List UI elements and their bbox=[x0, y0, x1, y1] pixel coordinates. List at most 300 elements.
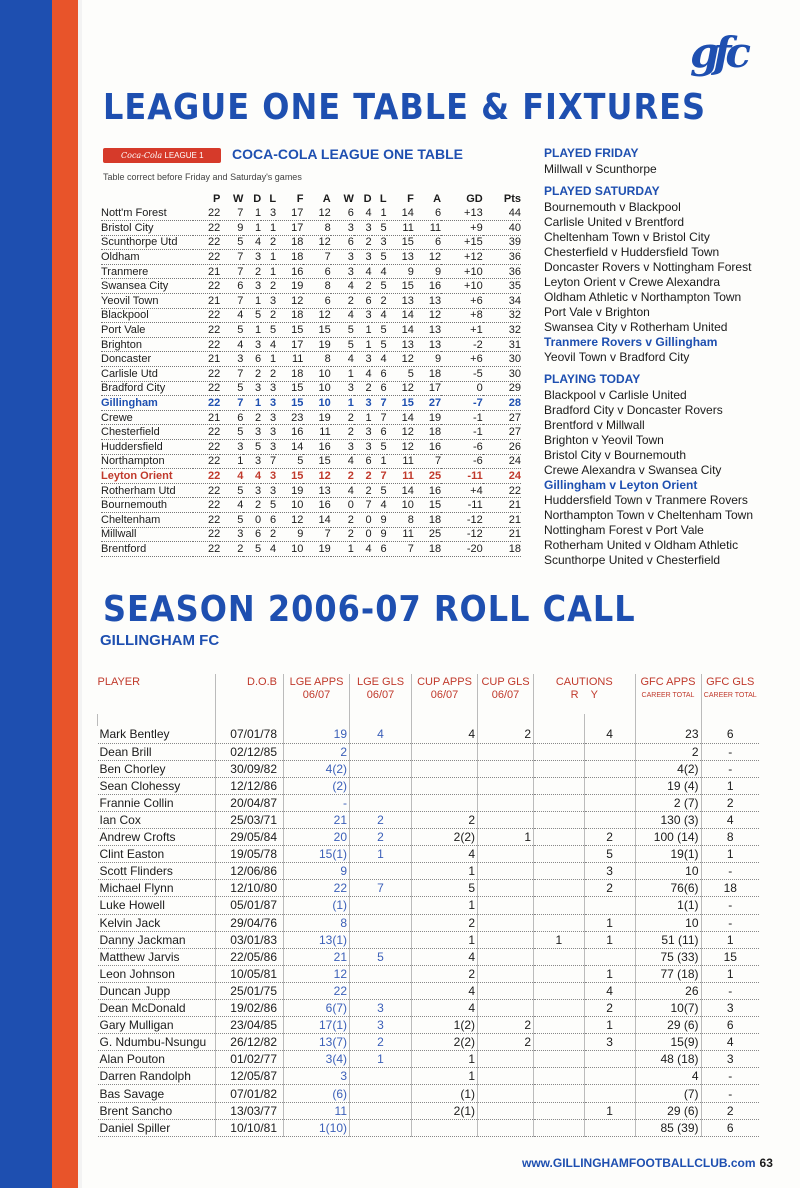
player-r: 1 bbox=[534, 931, 585, 948]
league-cell: 18 bbox=[414, 512, 441, 527]
league-cell: -11 bbox=[441, 498, 483, 513]
player-r bbox=[534, 1051, 585, 1068]
league-cell: 4 bbox=[354, 206, 372, 221]
league-cell: 5 bbox=[372, 279, 387, 294]
league-cell: 1 bbox=[243, 206, 261, 221]
team-name: Leyton Orient bbox=[101, 469, 193, 484]
league-cell: 36 bbox=[483, 264, 521, 279]
league-cell: 22 bbox=[193, 308, 220, 323]
roll-call-title: SEASON 2006-07 ROLL CALL bbox=[103, 588, 636, 630]
league-cell: 22 bbox=[193, 440, 220, 455]
player-y: 1 bbox=[584, 965, 635, 982]
league-cell: 3 bbox=[354, 250, 372, 265]
league-cell: 0 bbox=[243, 512, 261, 527]
fixture-heading: PLAYING TODAY bbox=[544, 372, 641, 386]
league-cell: 5 bbox=[261, 323, 276, 338]
league-cell: 13 bbox=[387, 337, 414, 352]
fixture-item: Bournemouth v Blackpool bbox=[544, 200, 681, 214]
player-r bbox=[534, 811, 585, 828]
player-n: Duncan Jupp bbox=[98, 982, 216, 999]
fixture-heading: PLAYED SATURDAY bbox=[544, 184, 660, 198]
league-cell: 5 bbox=[372, 323, 387, 338]
league-cell: 15 bbox=[303, 454, 330, 469]
player-la: 22 bbox=[284, 982, 350, 999]
league-cell: 18 bbox=[276, 250, 303, 265]
player-cg: 2 bbox=[478, 1034, 534, 1051]
player-gg: 6 bbox=[701, 1119, 759, 1136]
player-d: 13/03/77 bbox=[216, 1102, 284, 1119]
league-cell: 4 bbox=[331, 352, 354, 367]
player-n: Michael Flynn bbox=[98, 880, 216, 897]
player-n: Frannie Collin bbox=[98, 794, 216, 811]
player-r bbox=[534, 829, 585, 846]
league-cell: 22 bbox=[193, 337, 220, 352]
league-cell: 11 bbox=[387, 454, 414, 469]
league-cell: 14 bbox=[276, 440, 303, 455]
league-cell: 6 bbox=[331, 206, 354, 221]
player-ga: 51 (11) bbox=[635, 931, 701, 948]
league-cell: 21 bbox=[193, 294, 220, 309]
team-name: Port Vale bbox=[101, 323, 193, 338]
league-cell: 4 bbox=[261, 337, 276, 352]
league-cell: +15 bbox=[441, 235, 483, 250]
spacer-cell bbox=[216, 714, 284, 726]
fixture-item: Nottingham Forest v Port Vale bbox=[544, 523, 704, 537]
player-d: 03/01/83 bbox=[216, 931, 284, 948]
league-cell: 3 bbox=[243, 250, 261, 265]
league-cell: 15 bbox=[276, 323, 303, 338]
league-cell: 3 bbox=[331, 381, 354, 396]
league-cell: 4 bbox=[372, 308, 387, 323]
player-d: 07/01/78 bbox=[216, 726, 284, 743]
league-row bbox=[101, 469, 521, 484]
player-ga: 15(9) bbox=[635, 1034, 701, 1051]
league-cell: 3 bbox=[243, 381, 261, 396]
league-cell: 11 bbox=[414, 221, 441, 236]
player-lg bbox=[350, 1085, 412, 1102]
league-cell: +6 bbox=[441, 352, 483, 367]
player-la: 4(2) bbox=[284, 760, 350, 777]
team-name: Tranmere bbox=[101, 264, 193, 279]
league-cell: 2 bbox=[331, 469, 354, 484]
league-cell: 19 bbox=[303, 542, 330, 557]
player-row bbox=[98, 897, 760, 914]
player-cg bbox=[478, 1085, 534, 1102]
league-cell: 22 bbox=[193, 527, 220, 542]
league-cell: 14 bbox=[387, 308, 414, 323]
fixture-item: Leyton Orient v Crewe Alexandra bbox=[544, 275, 721, 289]
league-cell: 35 bbox=[483, 279, 521, 294]
league-cell: 3 bbox=[354, 440, 372, 455]
roll-call-table bbox=[97, 674, 759, 1137]
league-cell: 6 bbox=[220, 410, 243, 425]
league-cell: 5 bbox=[243, 308, 261, 323]
league-col-header: A bbox=[322, 192, 331, 205]
player-n: Sean Clohessy bbox=[98, 777, 216, 794]
player-lg: 3 bbox=[350, 1017, 412, 1034]
player-ca: 2(2) bbox=[412, 1034, 478, 1051]
player-d: 25/01/75 bbox=[216, 982, 284, 999]
player-la: 8 bbox=[284, 914, 350, 931]
league-cell: 3 bbox=[331, 250, 354, 265]
league-cell: 27 bbox=[483, 425, 521, 440]
league-cell: 10 bbox=[303, 396, 330, 411]
league-cell: 1 bbox=[261, 250, 276, 265]
league-row bbox=[101, 337, 521, 352]
league-cell: 3 bbox=[261, 396, 276, 411]
player-r bbox=[534, 897, 585, 914]
player-gg: 6 bbox=[701, 1017, 759, 1034]
player-row bbox=[98, 811, 760, 828]
player-r bbox=[534, 1000, 585, 1017]
spacer-cell bbox=[478, 714, 534, 726]
league-row bbox=[101, 527, 521, 542]
player-cg bbox=[478, 1119, 534, 1136]
roll-spacer-row bbox=[98, 714, 760, 726]
league-cell: 8 bbox=[303, 221, 330, 236]
player-gg: - bbox=[701, 743, 759, 760]
player-gg: 1 bbox=[701, 846, 759, 863]
player-la: 22 bbox=[284, 880, 350, 897]
league-cell: 23 bbox=[276, 410, 303, 425]
player-y bbox=[584, 1119, 635, 1136]
player-cg bbox=[478, 794, 534, 811]
player-la: 1(10) bbox=[284, 1119, 350, 1136]
player-lg: 2 bbox=[350, 811, 412, 828]
player-ga: 130 (3) bbox=[635, 811, 701, 828]
player-row bbox=[98, 965, 760, 982]
player-ca: 2(1) bbox=[412, 1102, 478, 1119]
league-row bbox=[101, 294, 521, 309]
league-col-header: L bbox=[269, 192, 277, 205]
league-cell: 22 bbox=[193, 512, 220, 527]
player-r bbox=[534, 726, 585, 743]
league-cell: 7 bbox=[220, 250, 243, 265]
league-cell: 3 bbox=[261, 483, 276, 498]
league-row bbox=[101, 440, 521, 455]
player-y bbox=[584, 1085, 635, 1102]
league-row bbox=[101, 498, 521, 513]
team-name: Bournemouth bbox=[101, 498, 193, 513]
league-cell: 6 bbox=[261, 512, 276, 527]
league-cell: 26 bbox=[483, 440, 521, 455]
league-cell: -1 bbox=[441, 410, 483, 425]
league-cell: 4 bbox=[243, 235, 261, 250]
cup-apps-header: CUP APPS 06/07 bbox=[412, 674, 478, 714]
league-cell: 36 bbox=[483, 250, 521, 265]
player-la: 17(1) bbox=[284, 1017, 350, 1034]
player-r bbox=[534, 880, 585, 897]
player-lg bbox=[350, 760, 412, 777]
player-d: 12/10/80 bbox=[216, 880, 284, 897]
player-ca: 2 bbox=[412, 914, 478, 931]
league-cell: 3 bbox=[243, 337, 261, 352]
player-y bbox=[584, 897, 635, 914]
player-r bbox=[534, 760, 585, 777]
player-cg: 2 bbox=[478, 1017, 534, 1034]
league-cell: 30 bbox=[483, 367, 521, 382]
player-la: 6(7) bbox=[284, 1000, 350, 1017]
league-cell: 11 bbox=[387, 527, 414, 542]
player-lg bbox=[350, 794, 412, 811]
league-cell: 3 bbox=[354, 221, 372, 236]
league-cell: 22 bbox=[193, 425, 220, 440]
player-cg bbox=[478, 1102, 534, 1119]
league-cell: 22 bbox=[193, 250, 220, 265]
team-name: Blackpool bbox=[101, 308, 193, 323]
league-cell: 5 bbox=[331, 323, 354, 338]
spacer-cell bbox=[412, 714, 478, 726]
lge-apps-header: LGE APPS 06/07 bbox=[284, 674, 350, 714]
league-cell: -1 bbox=[441, 425, 483, 440]
league-cell: 11 bbox=[387, 221, 414, 236]
player-d: 07/01/82 bbox=[216, 1085, 284, 1102]
league-cell: 3 bbox=[261, 381, 276, 396]
player-r bbox=[534, 1102, 585, 1119]
league-cell: 5 bbox=[220, 235, 243, 250]
player-row bbox=[98, 794, 760, 811]
league-cell: 24 bbox=[483, 469, 521, 484]
player-cg bbox=[478, 880, 534, 897]
spacer-cell bbox=[284, 714, 350, 726]
footer-url[interactable]: www.GILLINGHAMFOOTBALLCLUB.com bbox=[522, 1156, 756, 1170]
league-cell: 1 bbox=[220, 454, 243, 469]
league-row bbox=[101, 308, 521, 323]
league-cell: 2 bbox=[261, 235, 276, 250]
player-ga: (7) bbox=[635, 1085, 701, 1102]
player-row bbox=[98, 863, 760, 880]
fixture-item: Bristol City v Bournemouth bbox=[544, 448, 687, 462]
player-r bbox=[534, 1068, 585, 1085]
fixture-section bbox=[544, 372, 784, 568]
league-cell: 6 bbox=[414, 206, 441, 221]
player-d: 26/12/82 bbox=[216, 1034, 284, 1051]
player-ga: 76(6) bbox=[635, 880, 701, 897]
player-n: Clint Easton bbox=[98, 846, 216, 863]
league-cell: 17 bbox=[414, 381, 441, 396]
league-cell: 6 bbox=[372, 542, 387, 557]
team-name: Rotherham Utd bbox=[101, 483, 193, 498]
league-cell: 16 bbox=[303, 440, 330, 455]
player-lg bbox=[350, 982, 412, 999]
league-cell: -12 bbox=[441, 512, 483, 527]
player-ga: 77 (18) bbox=[635, 965, 701, 982]
league-cell: 1 bbox=[372, 454, 387, 469]
player-gg: - bbox=[701, 760, 759, 777]
league-cell: 21 bbox=[483, 498, 521, 513]
player-cg bbox=[478, 1051, 534, 1068]
roll-header-row bbox=[98, 674, 760, 714]
gfc-gls-header: GFC GLS CAREER TOTAL bbox=[701, 674, 759, 714]
fixture-item: Chesterfield v Huddersfield Town bbox=[544, 245, 720, 259]
league-cell: 1 bbox=[354, 337, 372, 352]
league-cell: 9 bbox=[387, 264, 414, 279]
player-ga: 19 (4) bbox=[635, 777, 701, 794]
league-cell: 3 bbox=[220, 352, 243, 367]
league-cell: 14 bbox=[303, 512, 330, 527]
league-cell: 39 bbox=[483, 235, 521, 250]
player-n: Mark Bentley bbox=[98, 726, 216, 743]
fixture-heading: PLAYED FRIDAY bbox=[544, 146, 639, 160]
league-cell: 3 bbox=[354, 352, 372, 367]
league-cell: 13 bbox=[414, 323, 441, 338]
player-d: 05/01/87 bbox=[216, 897, 284, 914]
league-cell: -2 bbox=[441, 337, 483, 352]
league-cell: 15 bbox=[276, 469, 303, 484]
league-cell: 0 bbox=[354, 527, 372, 542]
league-cell: 2 bbox=[331, 425, 354, 440]
league-cell: -5 bbox=[441, 367, 483, 382]
league-cell: 7 bbox=[220, 264, 243, 279]
player-ca: 1 bbox=[412, 931, 478, 948]
fixture-item: Blackpool v Carlisle United bbox=[544, 388, 687, 402]
league-cell: 6 bbox=[354, 454, 372, 469]
team-name: Doncaster bbox=[101, 352, 193, 367]
player-ga: 4 bbox=[635, 1068, 701, 1085]
league-cell: 17 bbox=[276, 221, 303, 236]
league-cell: 10 bbox=[276, 498, 303, 513]
player-la: 12 bbox=[284, 965, 350, 982]
league-cell: 22 bbox=[193, 279, 220, 294]
league-header-row bbox=[101, 191, 521, 206]
league-cell: 9 bbox=[372, 512, 387, 527]
player-row bbox=[98, 1102, 760, 1119]
player-cg bbox=[478, 1068, 534, 1085]
league-cell: +10 bbox=[441, 279, 483, 294]
league-cell: 5 bbox=[220, 323, 243, 338]
player-row bbox=[98, 948, 760, 965]
player-y bbox=[584, 743, 635, 760]
league-row bbox=[101, 381, 521, 396]
player-n: Dean Brill bbox=[98, 743, 216, 760]
league-cell: 9 bbox=[372, 527, 387, 542]
league-cell: 4 bbox=[372, 498, 387, 513]
league-cell: 5 bbox=[372, 337, 387, 352]
league-cell: 3 bbox=[243, 454, 261, 469]
league-cell: 6 bbox=[414, 235, 441, 250]
player-lg: 2 bbox=[350, 829, 412, 846]
player-lg: 7 bbox=[350, 880, 412, 897]
league-cell: 15 bbox=[276, 381, 303, 396]
fixture-item: Scunthorpe United v Chesterfield bbox=[544, 553, 721, 567]
league-cell: 16 bbox=[414, 279, 441, 294]
player-ca: 1 bbox=[412, 863, 478, 880]
player-la: 9 bbox=[284, 863, 350, 880]
league-cell: 2 bbox=[331, 294, 354, 309]
league-cell: 1 bbox=[261, 221, 276, 236]
league-cell: 14 bbox=[387, 206, 414, 221]
fixture-item: Huddersfield Town v Tranmere Rovers bbox=[544, 493, 748, 507]
league-cell: 10 bbox=[303, 367, 330, 382]
player-ca: 4 bbox=[412, 846, 478, 863]
league-cell: 4 bbox=[220, 337, 243, 352]
player-y: 2 bbox=[584, 880, 635, 897]
table-note: Table correct before Friday and Saturday's games bbox=[103, 172, 302, 182]
league-cell: 16 bbox=[276, 425, 303, 440]
league-cell: 5 bbox=[220, 425, 243, 440]
player-d: 12/12/86 bbox=[216, 777, 284, 794]
player-gg: - bbox=[701, 1085, 759, 1102]
league-cell: 12 bbox=[387, 440, 414, 455]
league-cell: 9 bbox=[276, 527, 303, 542]
league-cell: 7 bbox=[303, 250, 330, 265]
player-y bbox=[584, 948, 635, 965]
player-d: 25/03/71 bbox=[216, 811, 284, 828]
player-gg: 4 bbox=[701, 1034, 759, 1051]
player-ga: 29 (6) bbox=[635, 1102, 701, 1119]
team-name: Scunthorpe Utd bbox=[101, 235, 193, 250]
league-cell: 3 bbox=[220, 527, 243, 542]
team-name: Chesterfield bbox=[101, 425, 193, 440]
gfc-logo: gfc bbox=[690, 28, 746, 77]
league-cell: +1 bbox=[441, 323, 483, 338]
league-cell: 22 bbox=[193, 381, 220, 396]
player-lg bbox=[350, 743, 412, 760]
player-gg: 1 bbox=[701, 777, 759, 794]
league-cell: 7 bbox=[220, 396, 243, 411]
player-n: Danny Jackman bbox=[98, 931, 216, 948]
league-cell: 3 bbox=[331, 264, 354, 279]
league-cell: +8 bbox=[441, 308, 483, 323]
player-ga: 4(2) bbox=[635, 760, 701, 777]
league-row bbox=[101, 323, 521, 338]
league-cell: 4 bbox=[331, 308, 354, 323]
league-cell: 15 bbox=[387, 279, 414, 294]
fixture-item: Carlisle United v Brentford bbox=[544, 215, 685, 229]
player-y: 5 bbox=[584, 846, 635, 863]
league-cell: 5 bbox=[261, 498, 276, 513]
player-r bbox=[534, 1034, 585, 1051]
league-cell: 2 bbox=[220, 542, 243, 557]
fixture-item: Northampton Town v Cheltenham Town bbox=[544, 508, 754, 522]
league-col-header: F bbox=[296, 192, 304, 205]
league-cell: 2 bbox=[354, 381, 372, 396]
player-lg bbox=[350, 897, 412, 914]
player-row bbox=[98, 1068, 760, 1085]
player-la: 13(7) bbox=[284, 1034, 350, 1051]
league-cell: 7 bbox=[220, 367, 243, 382]
league-cell: 12 bbox=[276, 294, 303, 309]
league-cell: 4 bbox=[331, 483, 354, 498]
league-cell: 7 bbox=[261, 454, 276, 469]
league-cell: 5 bbox=[276, 454, 303, 469]
player-y bbox=[584, 760, 635, 777]
player-ca bbox=[412, 1119, 478, 1136]
league-cell: 5 bbox=[372, 221, 387, 236]
player-gg: 2 bbox=[701, 794, 759, 811]
league-cell: 11 bbox=[303, 425, 330, 440]
player-lg bbox=[350, 914, 412, 931]
fixture-item: Tranmere Rovers v Gillingham bbox=[544, 335, 718, 349]
player-ga: 19(1) bbox=[635, 846, 701, 863]
player-ga: 10 bbox=[635, 914, 701, 931]
player-ga: 100 (14) bbox=[635, 829, 701, 846]
player-la: 3(4) bbox=[284, 1051, 350, 1068]
league-cell: 2 bbox=[261, 308, 276, 323]
player-ca: (1) bbox=[412, 1085, 478, 1102]
team-name: Yeovil Town bbox=[101, 294, 193, 309]
league-cell: 13 bbox=[387, 294, 414, 309]
league-cell: 10 bbox=[387, 498, 414, 513]
league-cell: 18 bbox=[414, 542, 441, 557]
league-cell: 1 bbox=[243, 323, 261, 338]
player-lg bbox=[350, 863, 412, 880]
league-cell: 5 bbox=[387, 367, 414, 382]
player-y: 4 bbox=[584, 982, 635, 999]
league-cell: 6 bbox=[243, 352, 261, 367]
team-name: Brighton bbox=[101, 337, 193, 352]
league-cell: 1 bbox=[261, 352, 276, 367]
